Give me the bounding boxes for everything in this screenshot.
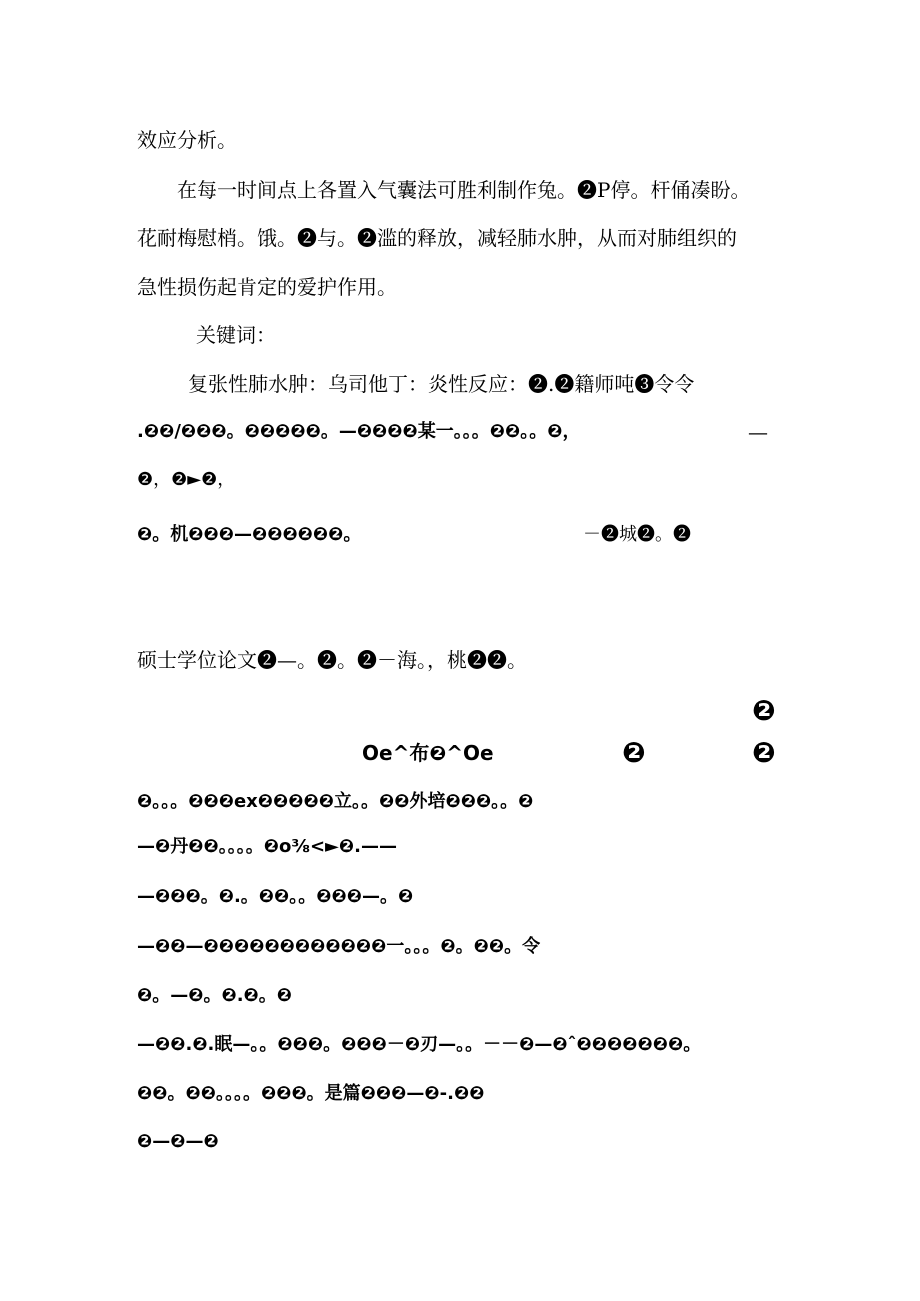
text-line-17: —❷❷.❷.眠—。。❷❷❷。❷❷❷－❷刃—。。－－❷—❷ˆ❷❷❷❷❷❷❷。 (137, 1034, 702, 1055)
text-line-8: ❷，❷►❷， (137, 469, 236, 490)
header-thesis-title: 硕士学位论文❷—。❷。❷－海。，桃❷❷。 (137, 648, 527, 672)
circle-glyph-right-1: ❷ (752, 694, 776, 727)
text-line-7-dash: — (748, 420, 768, 444)
circle-glyph-mid: ❷ (622, 736, 646, 769)
formula-line: Oe^布❷^Oe (362, 741, 494, 765)
text-line-18: ❷❷。❷❷。。。。❷❷❷。是篇❷❷❷—❷-.❷❷ (137, 1083, 485, 1104)
text-line-14: —❷❷❷。❷.。❷❷。。❷❷❷—。❷ (137, 886, 414, 907)
text-line-19: ❷—❷—❷ (137, 1131, 219, 1152)
circle-glyph-right-2: ❷ (752, 736, 776, 769)
text-line-1: 效应分析。 (137, 128, 237, 152)
text-line-7: .❷❷/❷❷❷。❷❷❷❷❷。—❷❷❷❷某一。。。❷❷。。❷， (137, 421, 581, 442)
keywords-heading: 关键词： (196, 323, 276, 347)
text-line-15: —❷❷—❷❷❷❷❷❷❷❷❷❷❷❷一。。。❷。❷❷。令 (137, 936, 541, 957)
text-line-4: 急性损伤起肯定的爱护作用。 (137, 275, 397, 299)
text-line-9-right: －❷城❷。❷ (583, 524, 691, 545)
text-line-3: 花耐梅慰梢。饿。❷与。❷滥的释放，减轻肺水肿，从而对肺组织的 (137, 226, 737, 250)
keywords-list: 复张性肺水肿：乌司他丁：炎性反应：❷.❷籍师吨❸令令 (188, 372, 695, 396)
text-line-2: 在每一时间点上各置入气囊法可胜利制作兔。❷P停。杆俑凑盼。 (177, 178, 751, 202)
text-line-13: —❷丹❷❷。。。。❷o⅜<►❷.—— (137, 836, 397, 857)
text-line-9: ❷。机❷❷❷—❷❷❷❷❷❷。 (137, 524, 362, 545)
text-line-12: ❷。。。❷❷❷ex❷❷❷❷❷立。。❷❷外培❷❷❷。。❷ (137, 791, 534, 812)
text-line-16: ❷。—❷。❷.❷。❷ (137, 985, 293, 1006)
